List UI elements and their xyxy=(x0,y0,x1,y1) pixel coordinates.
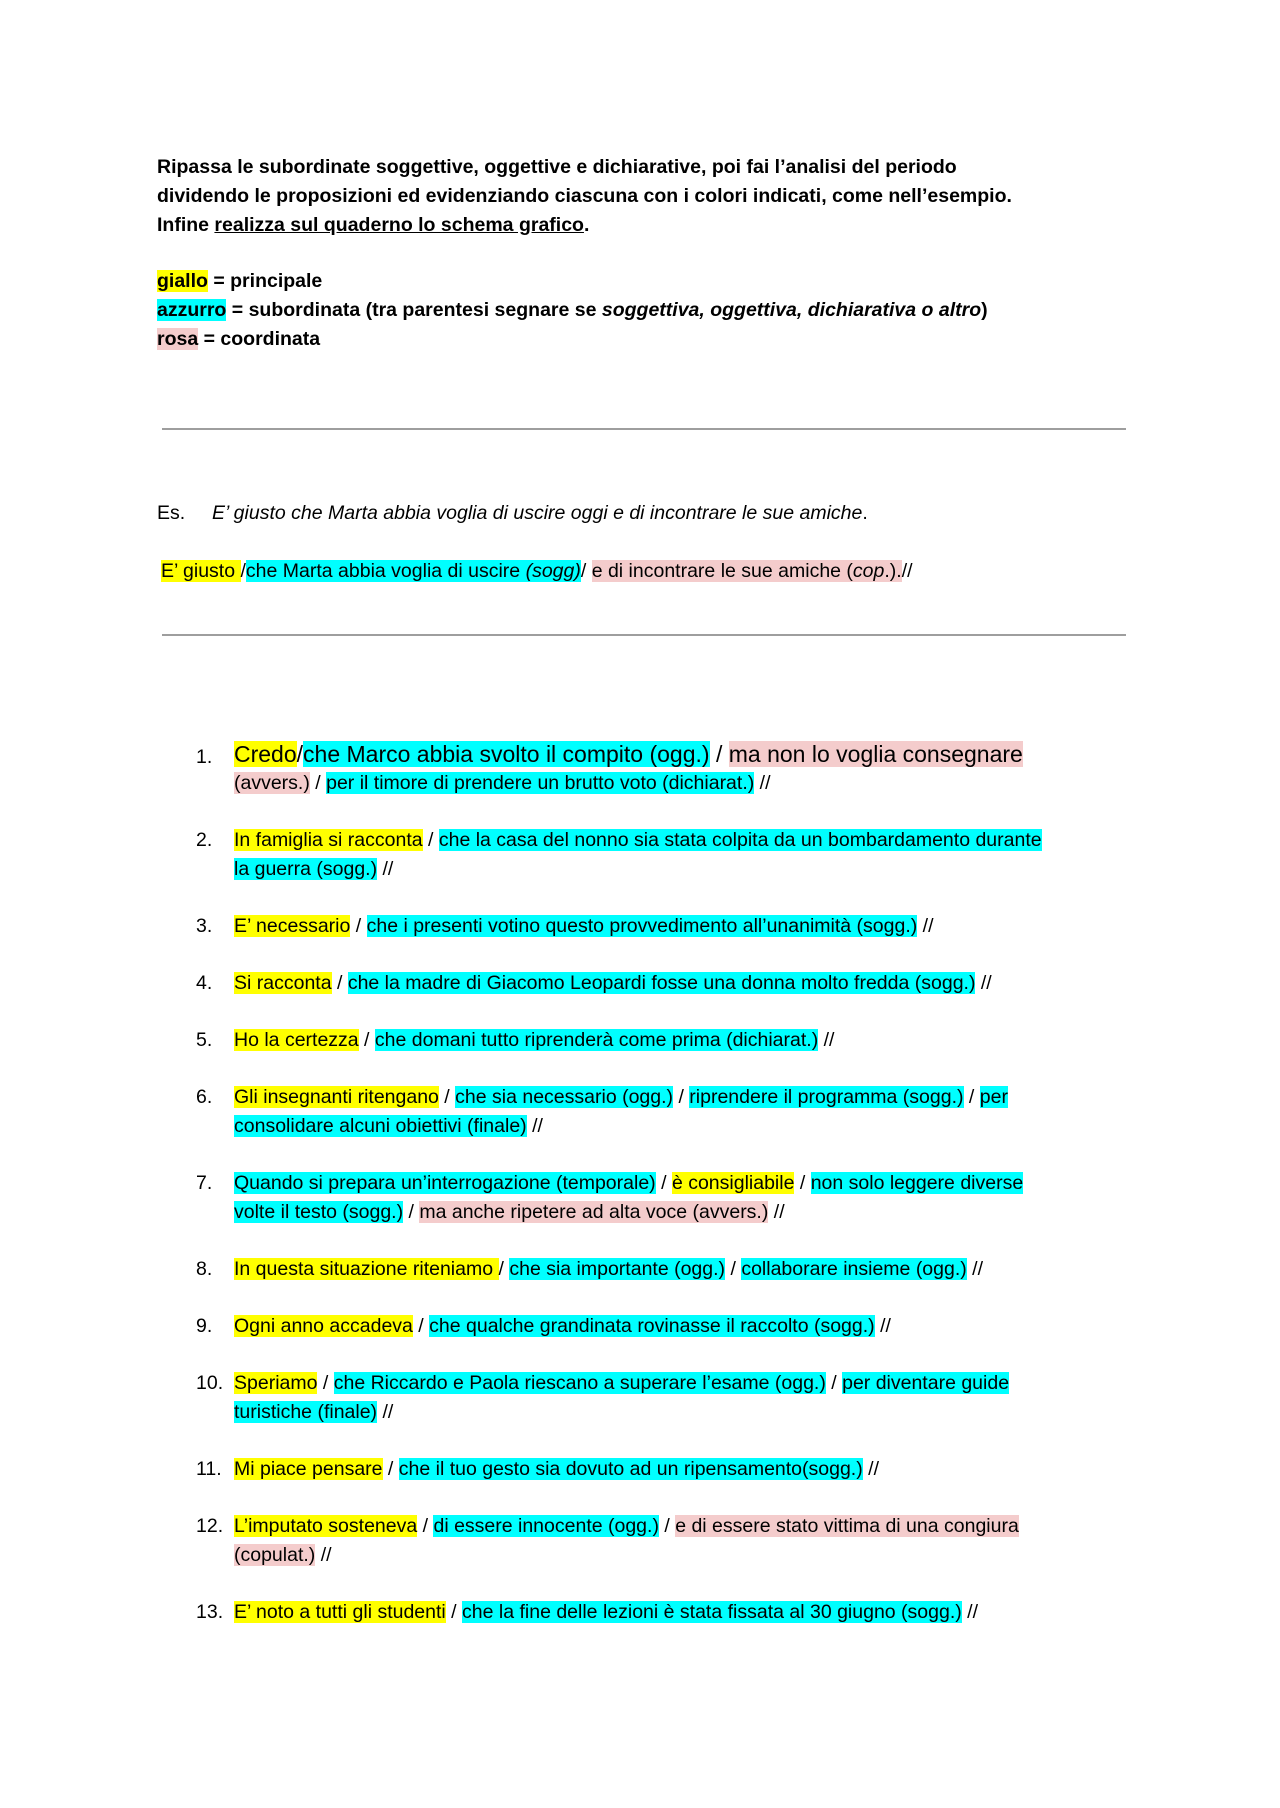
principale-segment: L’imputato sosteneva xyxy=(234,1515,418,1537)
example-coordinata-text: e di incontrare le sue amiche ( xyxy=(591,560,853,582)
separator: / xyxy=(438,1086,456,1108)
exercise-line xyxy=(234,912,1134,941)
separator: // xyxy=(818,1029,835,1051)
example-text: E’ giusto che Marta abbia voglia di uscire oggi e di incontrare le sue amiche xyxy=(212,502,863,524)
subordinata-segment: che il tuo gesto sia dovuto ad un ripensamento(sogg.) xyxy=(398,1458,863,1480)
subordinata-segment: che la casa del nonno sia stata colpita da un bombardamento durante xyxy=(438,829,1042,851)
example-subordinata-text: che Marta abbia voglia di uscire xyxy=(245,560,526,582)
exercise-line xyxy=(234,769,1134,798)
legend-rosa-swatch: rosa xyxy=(157,328,199,350)
separator: / xyxy=(382,1458,399,1480)
subordinata-segment: Quando si prepara un’interrogazione (temporale) xyxy=(234,1172,656,1194)
principale-segment: è consigliabile xyxy=(671,1172,795,1194)
separator: / xyxy=(655,1172,672,1194)
exercise-line xyxy=(234,1598,1134,1627)
exercise-line xyxy=(234,1255,1134,1284)
subordinata-segment: che i presenti votino questo provvedimento all’unanimità (sogg.) xyxy=(366,915,918,937)
separator: / xyxy=(498,1258,510,1280)
subordinata-segment: consolidare alcuni obiettivi (finale) xyxy=(234,1115,527,1137)
exercise-text xyxy=(234,1455,1134,1484)
exercise-line xyxy=(234,826,1134,855)
exercise-text xyxy=(234,1083,1134,1141)
subordinata-segment: volte il testo (sogg.) xyxy=(234,1201,404,1223)
exercise-number: 3. xyxy=(196,915,213,937)
exercise-number: 9. xyxy=(196,1315,213,1337)
legend-azzurro-italic: soggettiva, oggettiva, dichiarativa o altro xyxy=(601,299,982,321)
legend-azzurro-text: = subordinata (tra parentesi segnare se xyxy=(226,299,602,321)
subordinata-segment: che la fine delle lezioni è stata fissata al 30 giugno (sogg.) xyxy=(462,1601,962,1623)
instructions xyxy=(157,153,1137,240)
instructions-line-3 xyxy=(157,211,1137,240)
separator: // xyxy=(966,1258,984,1280)
separator: / xyxy=(403,1201,420,1223)
separator: // xyxy=(768,1201,785,1223)
legend-giallo xyxy=(157,267,1157,296)
exercise-number: 10. xyxy=(196,1372,224,1394)
exercise-line xyxy=(234,1512,1134,1541)
exercise-number: 1. xyxy=(196,746,213,768)
separator: // xyxy=(961,1601,979,1623)
instructions-line-1: Ripassa le subordinate soggettive, oggettive e dichiarative, poi fai l’analisi del periodo xyxy=(157,156,957,178)
separator: / xyxy=(309,772,327,794)
example-principale: E’ giusto xyxy=(161,560,241,582)
exercise-text xyxy=(234,1169,1134,1227)
separator: // xyxy=(874,1315,891,1337)
color-legend xyxy=(157,267,1157,354)
legend-rosa xyxy=(157,325,1157,354)
legend-giallo-text: = principale xyxy=(207,270,323,292)
instructions-underlined-task: realizza sul quaderno lo schema grafico xyxy=(214,214,584,236)
exercise-line xyxy=(234,855,1134,884)
exercise-number: 4. xyxy=(196,972,213,994)
separator: / xyxy=(963,1086,980,1108)
legend-giallo-swatch: giallo xyxy=(157,270,208,292)
example-subordinata-tag: (sogg) xyxy=(525,560,581,582)
separator: / xyxy=(296,741,304,767)
exercise-text xyxy=(234,740,1134,798)
example-end-mark: // xyxy=(901,560,913,582)
horizontal-rule-top xyxy=(162,428,1126,430)
exercise-number: 11. xyxy=(196,1458,222,1480)
subordinata-segment: che la madre di Giacomo Leopardi fosse una donna molto fredda (sogg.) xyxy=(347,972,976,994)
principale-segment: Gli insegnanti ritengano xyxy=(234,1086,439,1108)
separator: / xyxy=(417,1515,434,1537)
subordinata-segment: per diventare guide xyxy=(842,1372,1010,1394)
legend-azzurro-close: ) xyxy=(981,299,988,321)
exercise-text xyxy=(234,1512,1134,1570)
instructions-line-3-start: Infine xyxy=(157,214,215,236)
example-label: Es. xyxy=(157,502,186,524)
separator: // xyxy=(862,1458,879,1480)
separator: / xyxy=(709,741,729,767)
subordinata-segment: riprendere il programma (sogg.) xyxy=(689,1086,964,1108)
principale-segment: Speriamo xyxy=(234,1372,318,1394)
legend-rosa-text: = coordinata xyxy=(198,328,321,350)
exercise-line xyxy=(234,1198,1134,1227)
exercise-line xyxy=(234,969,1134,998)
exercise-line xyxy=(234,1083,1134,1112)
example-coordinata xyxy=(592,560,902,582)
exercise-text xyxy=(234,826,1134,884)
separator: // xyxy=(917,915,934,937)
separator: / xyxy=(350,915,367,937)
example-sentence xyxy=(157,499,868,528)
exercise-line xyxy=(234,1455,1134,1484)
coordinata-segment: (copulat.) xyxy=(234,1544,316,1566)
instructions-line-2: dividendo le proposizioni ed evidenziando ciascuna con i colori indicati, come nell’esempio. xyxy=(157,185,1012,207)
example-separator-2: / xyxy=(580,560,592,582)
principale-segment: In famiglia si racconta xyxy=(234,829,423,851)
subordinata-segment: collaborare insieme (ogg.) xyxy=(741,1258,967,1280)
horizontal-rule-bottom xyxy=(162,634,1126,636)
separator: / xyxy=(825,1372,843,1394)
separator: // xyxy=(377,1401,394,1423)
coordinata-segment: ma non lo voglia consegnare xyxy=(728,741,1023,767)
separator: // xyxy=(975,972,992,994)
coordinata-segment: e di essere stato vittima di una congiura xyxy=(675,1515,1019,1537)
exercise-line xyxy=(234,1369,1134,1398)
exercise-text xyxy=(234,1369,1134,1427)
principale-segment: E’ noto a tutti gli studenti xyxy=(234,1601,446,1623)
exercise-number: 8. xyxy=(196,1258,213,1280)
coordinata-segment: ma anche ripetere ad alta voce (avvers.) xyxy=(419,1201,769,1223)
exercise-text xyxy=(234,1255,1134,1284)
legend-azzurro-swatch: azzurro xyxy=(157,299,227,321)
example-text-end: . xyxy=(862,502,868,524)
separator: / xyxy=(658,1515,676,1537)
exercise-number: 6. xyxy=(196,1086,213,1108)
principale-segment: In questa situazione riteniamo xyxy=(234,1258,499,1280)
separator: / xyxy=(412,1315,430,1337)
example-subordinata xyxy=(246,560,581,582)
separator: / xyxy=(331,972,348,994)
example-coordinata-close: .). xyxy=(884,560,902,582)
subordinata-segment: che domani tutto riprenderà come prima (dichiarat.) xyxy=(374,1029,819,1051)
separator: / xyxy=(725,1258,742,1280)
subordinata-segment: che Marco abbia svolto il compito (ogg.) xyxy=(303,741,710,767)
subordinata-segment: turistiche (finale) xyxy=(234,1401,378,1423)
exercise-text xyxy=(234,969,1134,998)
subordinata-segment: che qualche grandinata rovinasse il raccolto (sogg.) xyxy=(429,1315,875,1337)
exercise-text xyxy=(234,1598,1134,1627)
exercise-number: 2. xyxy=(196,829,213,851)
exercise-line xyxy=(234,1026,1134,1055)
example-analysis xyxy=(161,557,913,586)
exercise-line xyxy=(234,1541,1134,1570)
principale-segment: Si racconta xyxy=(234,972,332,994)
principale-segment: E’ necessario xyxy=(234,915,351,937)
separator: / xyxy=(422,829,439,851)
exercise-line xyxy=(234,1312,1134,1341)
exercise-number: 5. xyxy=(196,1029,213,1051)
separator: // xyxy=(754,772,771,794)
exercise-number: 13. xyxy=(196,1601,224,1623)
exercise-line xyxy=(234,1169,1134,1198)
subordinata-segment: che sia necessario (ogg.) xyxy=(455,1086,674,1108)
exercise-text xyxy=(234,1026,1134,1055)
principale-segment: Mi piace pensare xyxy=(234,1458,383,1480)
subordinata-segment: che Riccardo e Paola riescano a superare l’esame (ogg.) xyxy=(333,1372,826,1394)
example-separator: / xyxy=(240,560,246,582)
separator: // xyxy=(377,858,394,880)
separator: / xyxy=(358,1029,375,1051)
legend-azzurro xyxy=(157,296,1157,325)
subordinata-segment: che sia importante (ogg.) xyxy=(509,1258,726,1280)
exercise-text xyxy=(234,1312,1134,1341)
separator: // xyxy=(315,1544,332,1566)
coordinata-segment: (avvers.) xyxy=(234,772,310,794)
instructions-line-3-end: . xyxy=(583,214,590,236)
subordinata-segment: di essere innocente (ogg.) xyxy=(433,1515,659,1537)
separator: / xyxy=(445,1601,463,1623)
subordinata-segment: non solo leggere diverse xyxy=(810,1172,1024,1194)
principale-segment: Credo xyxy=(234,741,297,767)
exercise-line xyxy=(234,740,1134,769)
exercise-text xyxy=(234,912,1134,941)
subordinata-segment: la guerra (sogg.) xyxy=(234,858,378,880)
separator: / xyxy=(794,1172,811,1194)
principale-segment: Ho la certezza xyxy=(234,1029,359,1051)
separator: // xyxy=(526,1115,543,1137)
separator: / xyxy=(317,1372,334,1394)
exercise-line xyxy=(234,1112,1134,1141)
example-coordinata-tag: cop xyxy=(852,560,885,582)
exercise-line xyxy=(234,1398,1134,1427)
separator: / xyxy=(673,1086,690,1108)
subordinata-segment: per il timore di prendere un brutto voto (dichiarat.) xyxy=(326,772,755,794)
subordinata-segment: per xyxy=(979,1086,1008,1108)
exercise-number: 12. xyxy=(196,1515,224,1537)
principale-segment: Ogni anno accadeva xyxy=(234,1315,413,1337)
exercise-number: 7. xyxy=(196,1172,213,1194)
